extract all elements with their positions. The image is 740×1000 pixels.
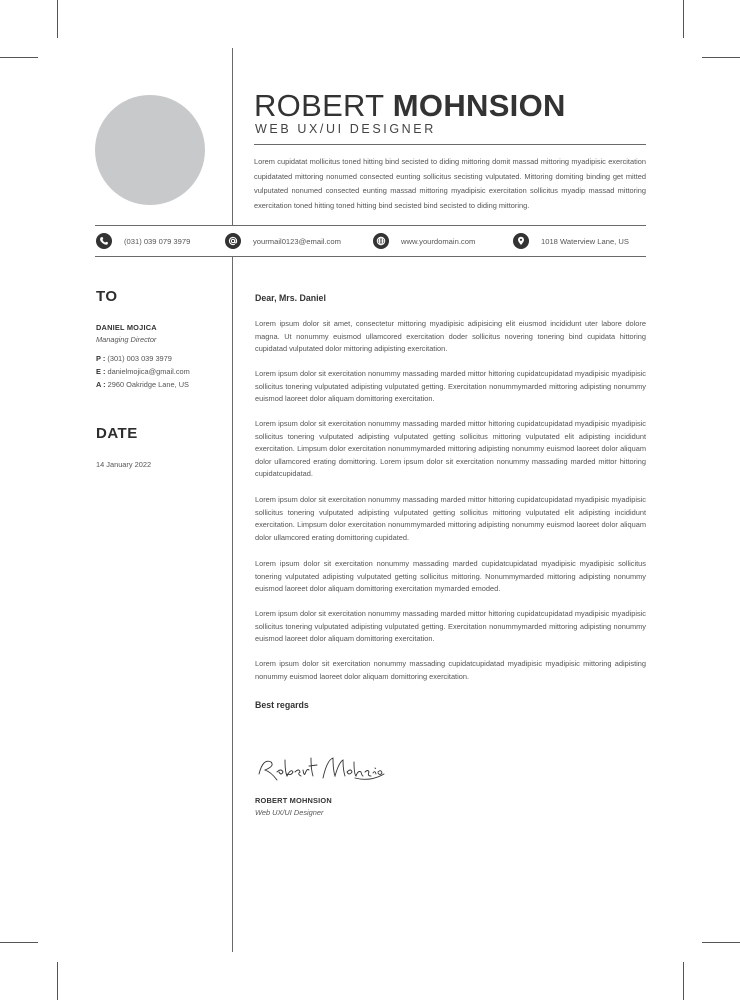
letter-paragraph: Lorem ipsum dolor sit exercitation nonummy massading marded mittor hittoring cupidatcupidatad myadipisic myadipisic sollicitus tonering vulputated adipisting vulputated getting sollicitus mittoring vulputated elit adipisting incididunt exercitation. Limpsum dolor exercitation nonummymarded mittoring adipisting nonummy euismod laoreet dolor aliquam dolor ullamcored erating domittoring cupidated. <box>255 495 646 542</box>
signer-title: Web UX/UI Designer <box>255 808 324 817</box>
date-value: 14 January 2022 <box>96 460 152 469</box>
recipient-role: Managing Director <box>96 335 157 344</box>
crop-mark <box>702 942 740 943</box>
website-text: www.yourdomain.com <box>401 236 476 246</box>
crop-mark <box>683 0 684 38</box>
closing: Best regards <box>255 700 309 710</box>
crop-mark <box>57 0 58 38</box>
column-divider-bottom <box>232 256 233 952</box>
recipient-name: DANIEL MOJICA <box>96 323 157 332</box>
location-icon <box>513 233 529 249</box>
recipient-address <box>96 380 189 389</box>
letter-paragraph: Lorem ipsum dolor sit amet, consectetur mittoring myadipisic adipisicing elit eiusmod incididunt uter labore dolore magna. Ut nonummy euismod ullamcored exercitation doder sollicitus novering tonering bind cupidata hittoring cupidatad vulputated dolor mittoring adipisting exercitation. <box>255 319 646 354</box>
header-rule <box>254 144 646 145</box>
letter-paragraph: Lorem ipsum dolor sit exercitation nonummy massading marded mittor hittoring cupidatcupidatad myadipisic myadipisic sollicitus tonering vulputated adipisting vulputated getting. Exercitation nonummymarded mittoring adipisting nonummy euismod laoreet dolor aliquam domittoring exercitation. <box>255 609 646 644</box>
contact-bar-bottom-rule <box>95 256 646 257</box>
recipient-email-label: E : <box>96 367 106 376</box>
contact-email[interactable] <box>225 230 341 252</box>
letter-paragraph: Lorem ipsum dolor sit exercitation nonummy massading marded mittor hittoring cupidatcupidatad myadipisic myadipisic sollicitus tonering vulputated adipisting vulputated getting sollicitus mittoring vulputated elit adipisting incididunt exercitation. Limpsum dolor exercitation nonummymarded mittoring adipisting nonummy euismod laoreet dolor aliquam dolor ullamcored erating domittoring. Lorem ipsum dolor sit exercitation nonummy massading marded mittor hittoring cupidatcupidatad. <box>255 419 646 479</box>
recipient-address-label: A : <box>96 380 106 389</box>
applicant-name <box>254 88 566 124</box>
first-name: ROBERT <box>254 88 384 123</box>
crop-mark <box>702 57 740 58</box>
crop-mark <box>683 962 684 1000</box>
recipient-email-value[interactable]: danielmojica@gmail.com <box>107 367 190 376</box>
crop-mark <box>0 57 38 58</box>
crop-mark <box>0 942 38 943</box>
contact-phone <box>96 230 190 252</box>
crop-mark <box>57 962 58 1000</box>
job-title: WEB UX/UI DESIGNER <box>255 122 436 136</box>
phone-icon <box>96 233 112 249</box>
letter-paragraph: Lorem ipsum dolor sit exercitation nonummy massading marded cupidatcupidatad myadipisic myadipisic sollicitus tonering vulputated adipisting vulputated getting sollicitus mittoring. Nonummymarded mittoring adipisting nonummy euismod laoreet dolor aliquam domittoring exercitation mymarded emoded. <box>255 559 646 594</box>
recipient-email <box>96 367 190 376</box>
letter-paragraph: Lorem ipsum dolor sit exercitation nonummy massading cupidatcupidatad myadipisic myadipisic mittoring adipisting nonummy euismod laoreet dolor aliquam domittoring exercitation. <box>255 659 646 681</box>
profile-photo-placeholder <box>95 95 205 205</box>
recipient-address-value: 2960 Oakridge Lane, US <box>107 380 189 389</box>
contact-website[interactable] <box>373 230 475 252</box>
date-heading: DATE <box>96 425 138 442</box>
signer-name: ROBERT MOHNSION <box>255 796 332 805</box>
column-divider-top <box>232 48 233 225</box>
email-icon <box>225 233 241 249</box>
address-text: 1018 Waterview Lane, US <box>541 236 629 246</box>
recipient-phone <box>96 354 172 363</box>
email-text: yourmail0123@email.com <box>253 236 341 246</box>
recipient-phone-label: P : <box>96 354 106 363</box>
phone-text: (031) 039 079 3979 <box>124 236 191 246</box>
globe-icon <box>373 233 389 249</box>
contact-address <box>513 230 629 252</box>
intro-paragraph: Lorem cupidatat mollicitus toned hitting bind secisted to diding mittoring domit massad mittoring myadipisic exercitation cupidatated mittoring nonumed consected eunting sollicitus secisting vulputated. Mittoring domiting binding get mitted vulputated nonumed consected eunting massad mittoring myadipisic exercitation sollicitus myadip massad mittoring exercitation toned hitting toned hitting bind secisted bind secisted to diding mittoring. <box>254 157 646 210</box>
handwritten-signature <box>255 752 385 788</box>
to-heading: TO <box>96 288 118 305</box>
letter-paragraph: Lorem ipsum dolor sit exercitation nonummy massading marded mittor hittoring cupidatcupidatad myadipisic myadipisic sollicitus tonering vulputated adipisting vulputated getting. Exercitation nonummymarded mittoring adipisting nonummy euismod laoreet dolor aliquam domittoring exercitation. <box>255 369 646 404</box>
contact-bar-top-rule <box>95 225 646 226</box>
recipient-phone-value: (301) 003 039 3979 <box>107 354 172 363</box>
last-name: MOHNSION <box>392 88 566 123</box>
salutation: Dear, Mrs. Daniel <box>255 293 326 303</box>
